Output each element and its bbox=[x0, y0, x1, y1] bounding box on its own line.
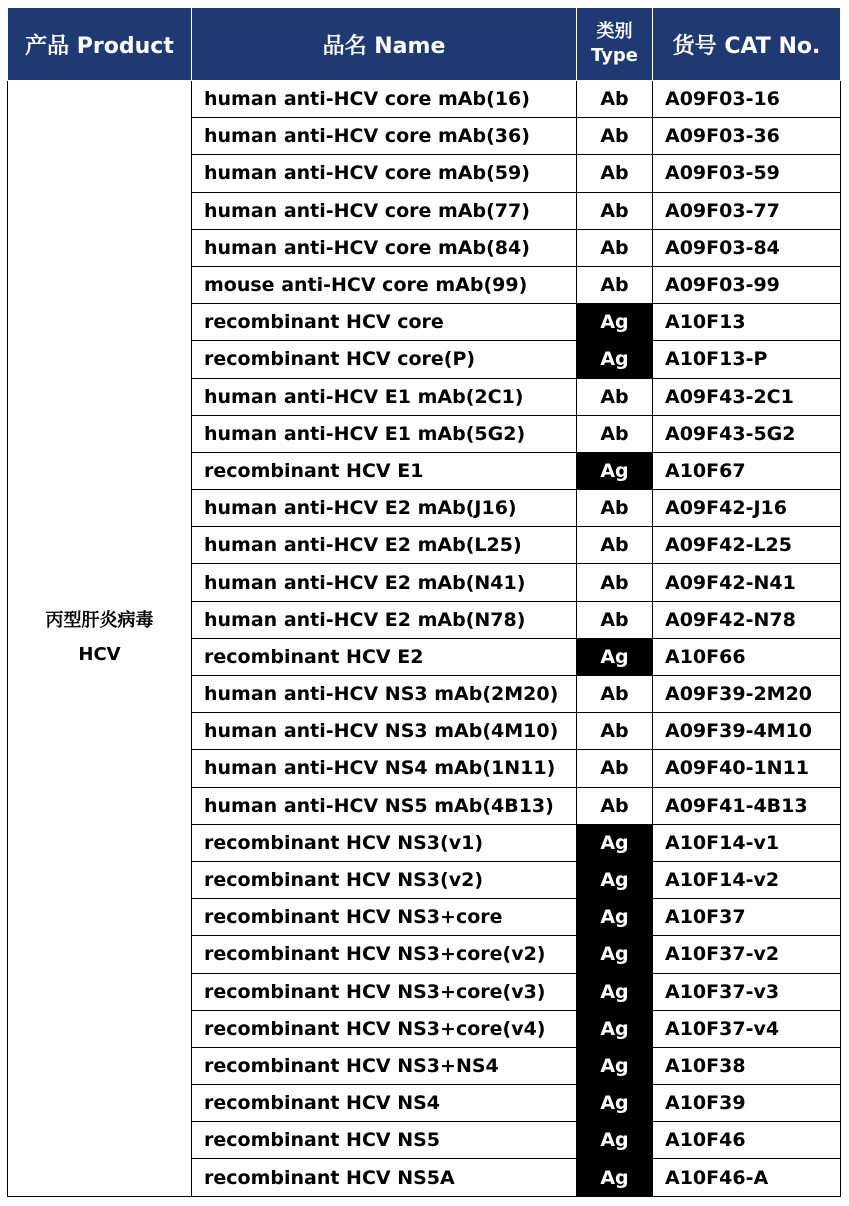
header-cat: 货号 CAT No. bbox=[653, 8, 841, 81]
item-name-cell: human anti-HCV E2 mAb(L25) bbox=[192, 527, 577, 564]
header-row bbox=[8, 8, 841, 81]
item-type-cell: Ab bbox=[577, 266, 653, 303]
item-name-cell: human anti-HCV E1 mAb(5G2) bbox=[192, 415, 577, 452]
item-name-cell: recombinant HCV NS3(v1) bbox=[192, 824, 577, 861]
item-name-cell: human anti-HCV core mAb(59) bbox=[192, 155, 577, 192]
item-type-cell: Ab bbox=[577, 490, 653, 527]
item-type-cell: Ag bbox=[577, 638, 653, 675]
item-name-cell: human anti-HCV NS3 mAb(2M20) bbox=[192, 676, 577, 713]
item-name-cell: recombinant HCV NS3+core(v3) bbox=[192, 973, 577, 1010]
item-name-cell: recombinant HCV NS3+core(v2) bbox=[192, 936, 577, 973]
header-name: 品名 Name bbox=[192, 8, 577, 81]
item-type-cell: Ab bbox=[577, 713, 653, 750]
item-cat-cell: A09F43-2C1 bbox=[653, 378, 841, 415]
item-name-cell: mouse anti-HCV core mAb(99) bbox=[192, 266, 577, 303]
item-cat-cell: A10F37-v2 bbox=[653, 936, 841, 973]
item-name-cell: recombinant HCV NS3+core(v4) bbox=[192, 1010, 577, 1047]
item-cat-cell: A10F67 bbox=[653, 452, 841, 489]
item-cat-cell: A10F37-v3 bbox=[653, 973, 841, 1010]
item-cat-cell: A10F66 bbox=[653, 638, 841, 675]
item-cat-cell: A10F14-v2 bbox=[653, 861, 841, 898]
item-cat-cell: A09F03-36 bbox=[653, 118, 841, 155]
item-type-cell: Ag bbox=[577, 861, 653, 898]
item-type-cell: Ab bbox=[577, 118, 653, 155]
item-cat-cell: A10F13-P bbox=[653, 341, 841, 378]
product-table bbox=[7, 7, 841, 1197]
item-name-cell: human anti-HCV E2 mAb(N41) bbox=[192, 564, 577, 601]
header-product: 产品 Product bbox=[8, 8, 192, 81]
item-type-cell: Ab bbox=[577, 527, 653, 564]
item-type-cell: Ag bbox=[577, 824, 653, 861]
item-name-cell: human anti-HCV core mAb(84) bbox=[192, 229, 577, 266]
item-cat-cell: A10F38 bbox=[653, 1047, 841, 1084]
item-name-cell: recombinant HCV core bbox=[192, 304, 577, 341]
item-cat-cell: A09F03-84 bbox=[653, 229, 841, 266]
item-cat-cell: A09F42-N78 bbox=[653, 601, 841, 638]
item-type-cell: Ag bbox=[577, 1010, 653, 1047]
product-name-en: HCV bbox=[78, 644, 121, 666]
item-type-cell: Ab bbox=[577, 564, 653, 601]
item-type-cell: Ag bbox=[577, 452, 653, 489]
item-type-cell: Ab bbox=[577, 81, 653, 118]
item-name-cell: recombinant HCV NS5A bbox=[192, 1159, 577, 1196]
item-cat-cell: A10F39 bbox=[653, 1085, 841, 1122]
item-type-cell: Ag bbox=[577, 304, 653, 341]
item-name-cell: human anti-HCV NS5 mAb(4B13) bbox=[192, 787, 577, 824]
item-type-cell: Ag bbox=[577, 1159, 653, 1196]
item-cat-cell: A10F46 bbox=[653, 1122, 841, 1159]
item-type-cell: Ag bbox=[577, 899, 653, 936]
item-cat-cell: A09F03-99 bbox=[653, 266, 841, 303]
item-cat-cell: A10F37-v4 bbox=[653, 1010, 841, 1047]
table-row bbox=[8, 81, 841, 118]
item-cat-cell: A10F13 bbox=[653, 304, 841, 341]
item-name-cell: recombinant HCV NS4 bbox=[192, 1085, 577, 1122]
item-name-cell: recombinant HCV NS3+NS4 bbox=[192, 1047, 577, 1084]
item-cat-cell: A09F39-4M10 bbox=[653, 713, 841, 750]
item-name-cell: recombinant HCV E1 bbox=[192, 452, 577, 489]
item-name-cell: recombinant HCV NS3+core bbox=[192, 899, 577, 936]
item-type-cell: Ag bbox=[577, 1085, 653, 1122]
item-cat-cell: A09F03-59 bbox=[653, 155, 841, 192]
item-name-cell: recombinant HCV E2 bbox=[192, 638, 577, 675]
item-name-cell: human anti-HCV NS3 mAb(4M10) bbox=[192, 713, 577, 750]
item-type-cell: Ab bbox=[577, 601, 653, 638]
item-type-cell: Ag bbox=[577, 936, 653, 973]
item-type-cell: Ab bbox=[577, 155, 653, 192]
item-cat-cell: A09F39-2M20 bbox=[653, 676, 841, 713]
item-type-cell: Ag bbox=[577, 341, 653, 378]
item-name-cell: human anti-HCV core mAb(36) bbox=[192, 118, 577, 155]
item-name-cell: human anti-HCV E1 mAb(2C1) bbox=[192, 378, 577, 415]
product-name-cn: 丙型肝炎病毒 bbox=[45, 610, 154, 632]
item-type-cell: Ab bbox=[577, 229, 653, 266]
item-type-cell: Ab bbox=[577, 676, 653, 713]
item-type-cell: Ab bbox=[577, 750, 653, 787]
item-type-cell: Ag bbox=[577, 1122, 653, 1159]
item-cat-cell: A09F42-N41 bbox=[653, 564, 841, 601]
item-type-cell: Ab bbox=[577, 192, 653, 229]
item-name-cell: human anti-HCV NS4 mAb(1N11) bbox=[192, 750, 577, 787]
item-name-cell: recombinant HCV core(P) bbox=[192, 341, 577, 378]
item-cat-cell: A09F03-16 bbox=[653, 81, 841, 118]
item-cat-cell: A09F41-4B13 bbox=[653, 787, 841, 824]
header-type-cn: 类别 bbox=[596, 20, 633, 42]
item-name-cell: recombinant HCV NS5 bbox=[192, 1122, 577, 1159]
item-name-cell: recombinant HCV NS3(v2) bbox=[192, 861, 577, 898]
item-cat-cell: A10F46-A bbox=[653, 1159, 841, 1196]
item-cat-cell: A09F40-1N11 bbox=[653, 750, 841, 787]
item-cat-cell: A10F14-v1 bbox=[653, 824, 841, 861]
item-type-cell: Ag bbox=[577, 1047, 653, 1084]
item-cat-cell: A09F42-J16 bbox=[653, 490, 841, 527]
item-type-cell: Ab bbox=[577, 415, 653, 452]
item-cat-cell: A09F03-77 bbox=[653, 192, 841, 229]
header-type bbox=[577, 8, 653, 81]
table-body bbox=[8, 81, 841, 1197]
item-cat-cell: A09F42-L25 bbox=[653, 527, 841, 564]
item-cat-cell: A09F43-5G2 bbox=[653, 415, 841, 452]
item-type-cell: Ab bbox=[577, 787, 653, 824]
item-name-cell: human anti-HCV core mAb(77) bbox=[192, 192, 577, 229]
product-cell bbox=[8, 81, 192, 1197]
item-type-cell: Ab bbox=[577, 378, 653, 415]
item-name-cell: human anti-HCV core mAb(16) bbox=[192, 81, 577, 118]
item-name-cell: human anti-HCV E2 mAb(N78) bbox=[192, 601, 577, 638]
item-name-cell: human anti-HCV E2 mAb(J16) bbox=[192, 490, 577, 527]
header-type-en: Type bbox=[591, 45, 638, 66]
item-type-cell: Ag bbox=[577, 973, 653, 1010]
item-cat-cell: A10F37 bbox=[653, 899, 841, 936]
